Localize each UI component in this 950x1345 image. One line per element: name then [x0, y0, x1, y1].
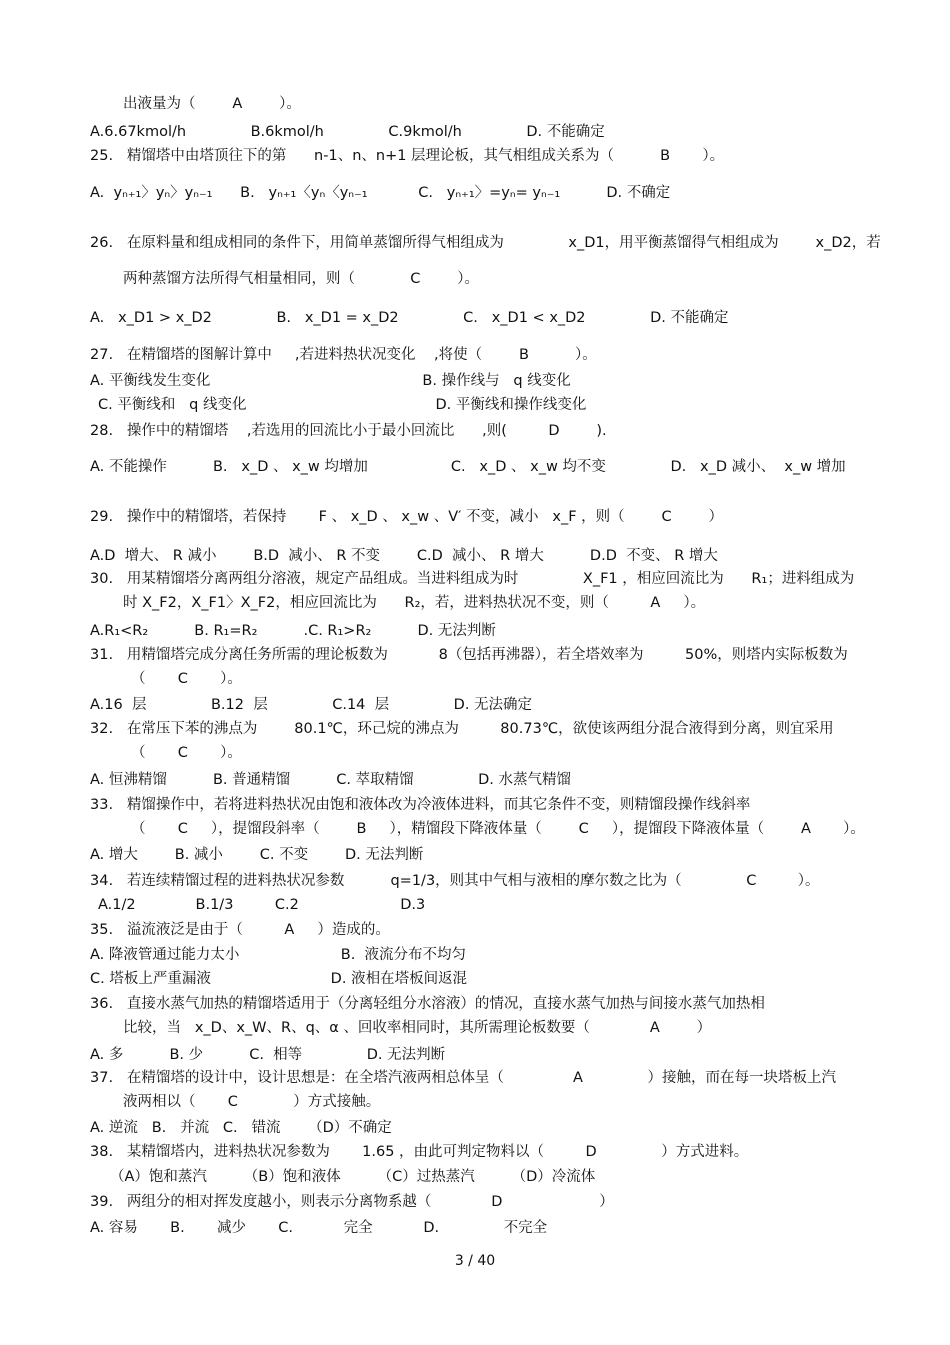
text-line: 时 X_F2，X_F1〉X_F2，相应回流比为 R₂，若，进料热状况不变，则（ A ）。 [123, 595, 706, 611]
text-line: （ C ）。 [131, 745, 242, 761]
text-line: 37. 在精馏塔的设计中，设计思想是：在全塔汽液两相总体呈（ A ）接触，而在每一块塔板上汽 [90, 1070, 836, 1086]
text-line: （A）饱和蒸汽 （B）饱和液体 （C）过热蒸汽 （D）冷流体 [110, 1169, 596, 1185]
text-line: 30. 用某精馏塔分离两组分溶液，规定产品组成。当进料组成为时 X_F1 ，相应回流比为 R₁；进料组成为 [90, 571, 855, 587]
text-line: 比较，当 x_D、x_W、R、q、α 、回收率相同时，其所需理论板数要（ A ） [123, 1020, 712, 1036]
text-line: 35. 溢流液泛是由于（ A ）造成的。 [90, 922, 390, 938]
text-line: A.D 增大、 R 减小 B.D 减小、 R 不变 C.D 减小、 R 增大 D.D 不变、 R 增大 [90, 548, 718, 564]
text-line: 28. 操作中的精馏塔 ,若选用的回流比小于最小回流比 ,则( D ). [90, 423, 607, 439]
text-line: A. 不能操作 B. x_D 、 x_w 均增加 C. x_D 、 x_w 均不变 D. x_D 减小、 x_w 增加 [90, 459, 846, 475]
text-line: A. yₙ₊₁〉yₙ〉yₙ₋₁ B. yₙ₊₁〈yₙ〈yₙ₋₁ C. yₙ₊₁〉=yₙ= yₙ₋₁ D. 不确定 [90, 185, 671, 201]
text-line: （ C ）。 [131, 671, 242, 687]
text-line: A. 逆流 B. 并流 C. 错流 （D）不确定 [90, 1120, 392, 1136]
text-line: 31. 用精馏塔完成分离任务所需的理论板数为 8（包括再沸器），若全塔效率为 50%，则塔内实际板数为 [90, 647, 848, 663]
text-line: （ C ），提馏段斜率（ B ），精馏段下降液体量（ C ），提馏段下降液体量（ A ）。 [131, 821, 865, 837]
text-line: 33. 精馏操作中，若将进料热状况由饱和液体改为冷液体进料，而其它条件不变，则精馏段操作线斜率 [90, 797, 751, 813]
page-number: 3 / 40 [454, 1253, 496, 1269]
text-line: 38. 某精馏塔内，进料热状况参数为 1.65 ，由此可判定物料以（ D ）方式进料。 [90, 1144, 749, 1160]
text-line: A. 多 B. 少 C. 相等 D. 无法判断 [90, 1047, 446, 1063]
text-line: A.6.67kmol/h B.6kmol/h C.9kmol/h D. 不能确定 [90, 124, 605, 140]
text-line: C. 塔板上严重漏液 D. 液相在塔板间返混 [90, 971, 468, 987]
text-line: 25. 精馏塔中由塔顶往下的第 n-1、n、n+1 层理论板，其气相组成关系为（ B ）。 [90, 148, 725, 164]
text-line: 34. 若连续精馏过程的进料热状况参数 q=1/3，则其中气相与液相的摩尔数之比为（ C ）。 [90, 873, 820, 889]
text-line: 两种蒸馏方法所得气相量相同，则（ C ）。 [123, 271, 480, 287]
text-line: A. 降液管通过能力太小 B. 液流分布不均匀 [90, 947, 467, 963]
text-line: A.16 层 B.12 层 C.14 层 D. 无法确定 [90, 697, 533, 713]
text-line: A. 增大 B. 减小 C. 不变 D. 无法判断 [90, 847, 424, 863]
text-line: 26. 在原料量和组成相同的条件下，用简单蒸馏所得气相组成为 x_D1，用平衡蒸馏得气相组成为 x_D2，若 [90, 235, 881, 251]
text-line: C. 平衡线和 q 线变化 D. 平衡线和操作线变化 [98, 397, 587, 413]
text-line: 29. 操作中的精馏塔，若保持 F 、 x_D 、 x_w 、V′ 不变，减小 x_F ，则（ C ） [90, 509, 724, 525]
text-line: 液两相以（ C ）方式接触。 [123, 1094, 381, 1110]
text-line: 32. 在常压下苯的沸点为 80.1℃，环己烷的沸点为 80.73℃，欲使该两组分混合液得到分离，则宜采用 [90, 721, 834, 737]
text-line: A. x_D1 > x_D2 B. x_D1 = x_D2 C. x_D1 < x_D2 D. 不能确定 [90, 310, 729, 326]
text-line: A. 平衡线发生变化 B. 操作线与 q 线变化 [90, 373, 571, 389]
text-line: A.1/2 B.1/3 C.2 D.3 [98, 897, 426, 913]
text-line: 27. 在精馏塔的图解计算中 ,若进料热状况变化 ,将使（ B ）。 [90, 347, 597, 363]
text-line: 36. 直接水蒸气加热的精馏塔适用于（分离轻组分水溶液）的情况，直接水蒸气加热与间接水蒸气加热相 [90, 996, 765, 1012]
text-line: 出液量为（ A ）。 [123, 96, 301, 112]
text-line: A. 恒沸精馏 B. 普通精馏 C. 萃取精馏 D. 水蒸气精馏 [90, 772, 571, 788]
text-line: A.R₁<R₂ B. R₁=R₂ .C. R₁>R₂ D. 无法判断 [90, 623, 496, 639]
text-line: 39. 两组分的相对挥发度越小，则表示分离物系越（ D ） [90, 1194, 614, 1210]
text-line: A. 容易 B. 减少 C. 完全 D. 不完全 [90, 1220, 548, 1236]
